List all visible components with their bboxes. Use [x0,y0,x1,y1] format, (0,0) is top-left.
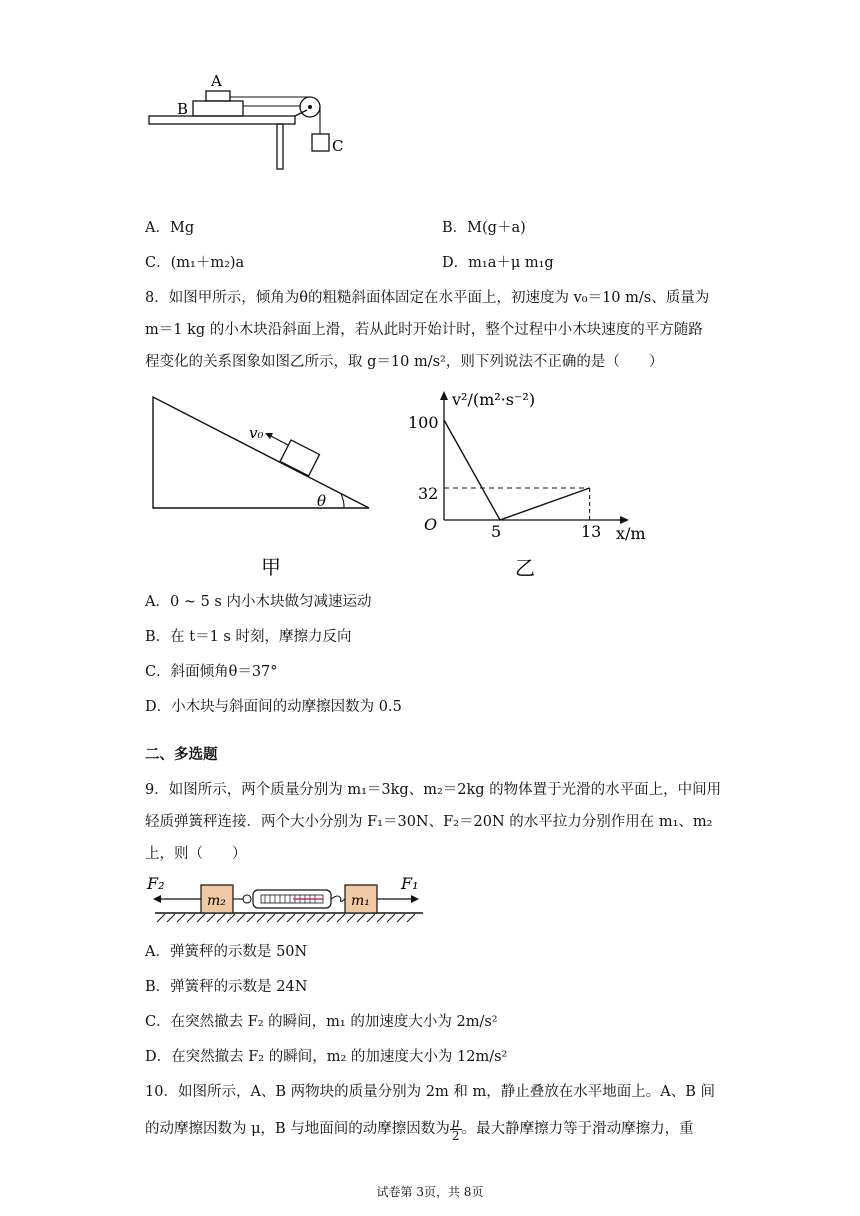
q10-stem-line1: 10．如图所示，A、B 两物块的质量分别为 2m 和 m，静止叠放在水平地面上。A、B 间 [145,1084,715,1100]
fraction-numerator: μ [451,1115,460,1130]
q8-option-b: B．在 t＝1 s 时刻，摩擦力反向 [145,629,352,645]
page-footer: 试卷第 3页，共 8页 [376,1185,484,1199]
y-axis-label: v²/(m²·s⁻²) [452,390,536,409]
label-f2: F₂ [147,874,165,893]
incline-figure [145,390,385,580]
ground-hatching [157,914,415,922]
x-axis-label: x/m [616,524,646,543]
fraction-denominator: 2 [451,1128,460,1143]
block-b [193,101,243,116]
spring-hook-left [243,895,251,903]
origin-label: O [424,515,438,534]
spring-balance-figure [145,870,435,930]
v2-x-chart [400,385,660,580]
y-tick-32: 32 [418,484,439,503]
label-b: B [177,100,189,118]
q9-stem-line1: 9．如图所示，两个质量分别为 m₁＝3kg、m₂＝2kg 的物体置于光滑的水平面上，中间用 [145,782,722,798]
y-axis-arrow [440,391,448,400]
q7-option-d: D．m₁a＋μ m₁g [442,255,554,271]
v0-arrow [269,435,288,445]
block-c [312,134,329,151]
pulley-axle [308,105,312,109]
label-f1: F₁ [401,874,419,893]
caption-yi: 乙 [515,556,535,580]
label-a: A [211,72,222,90]
q9-option-b: B．弹簧秤的示数是 24N [145,979,308,995]
table-top [149,116,295,124]
label-c: C [332,137,344,155]
q8-option-c: C．斜面倾角θ＝37° [145,664,278,680]
q7-option-a: A．Mg [145,220,195,236]
theta-arc [341,494,344,508]
block-a [206,91,230,101]
q8-stem-line3: 程变化的关系图象如图乙所示，取 g＝10 m/s²，则下列说法不正确的是（ ） [145,354,664,370]
incline-triangle [153,397,369,508]
q9-stem-line2: 轻质弹簧秤连接．两个大小分别为 F₁＝30N、F₂＝20N 的水平拉力分别作用在 m₁、m₂ [145,814,713,830]
label-m2: m₂ [207,893,226,909]
q10-stem-line2 [145,1114,694,1144]
pulley-figure [145,70,365,180]
caption-jia: 甲 [261,555,281,579]
q10-fraction [450,1117,462,1142]
q8-option-a: A．0 ~ 5 s 内小木块做匀减速运动 [145,594,372,610]
q8-stem-line2: m＝1 kg 的小木块沿斜面上滑，若从此时开始计时，整个过程中小木块速度的平方随路 [145,322,703,338]
v0-label: v₀ [249,424,264,442]
label-m1: m₁ [351,893,370,909]
x-axis-arrow [620,516,629,524]
x-tick-5: 5 [491,522,502,541]
force-f1-arrowhead [411,895,419,903]
q8-option-d: D．小木块与斜面间的动摩擦因数为 0.5 [145,699,402,715]
q10-stem-line2-pre: 的动摩擦因数为 μ，B 与地面间的动摩擦因数为 [145,1121,450,1137]
spring-hook-right [331,896,345,902]
q10-stem-line2-post: 。最大静摩擦力等于滑动摩擦力，重 [461,1121,694,1137]
theta-label: θ [317,492,327,510]
wooden-block [280,440,319,476]
q8-stem-line1: 8．如图甲所示，倾角为θ的粗糙斜面体固定在水平面上，初速度为 v₀＝10 m/s、质量为 [145,290,710,306]
y-tick-100: 100 [408,413,439,432]
q9-option-a: A．弹簧秤的示数是 50N [145,944,308,960]
q9-option-c: C．在突然撤去 F₂ 的瞬间，m₁ 的加速度大小为 2m/s² [145,1014,498,1030]
v2-series-line [444,420,590,520]
q9-option-d: D．在突然撤去 F₂ 的瞬间，m₂ 的加速度大小为 12m/s² [145,1049,508,1065]
x-tick-13: 13 [581,522,602,541]
section-title-multi-choice: 二、多选题 [145,746,218,763]
q7-option-b: B．M(g＋a) [442,220,526,236]
force-f2-arrowhead [153,895,161,903]
q7-option-c: C．(m₁＋m₂)a [145,255,245,271]
table-leg [277,124,283,169]
q9-stem-line3: 上，则（ ） [145,846,247,862]
